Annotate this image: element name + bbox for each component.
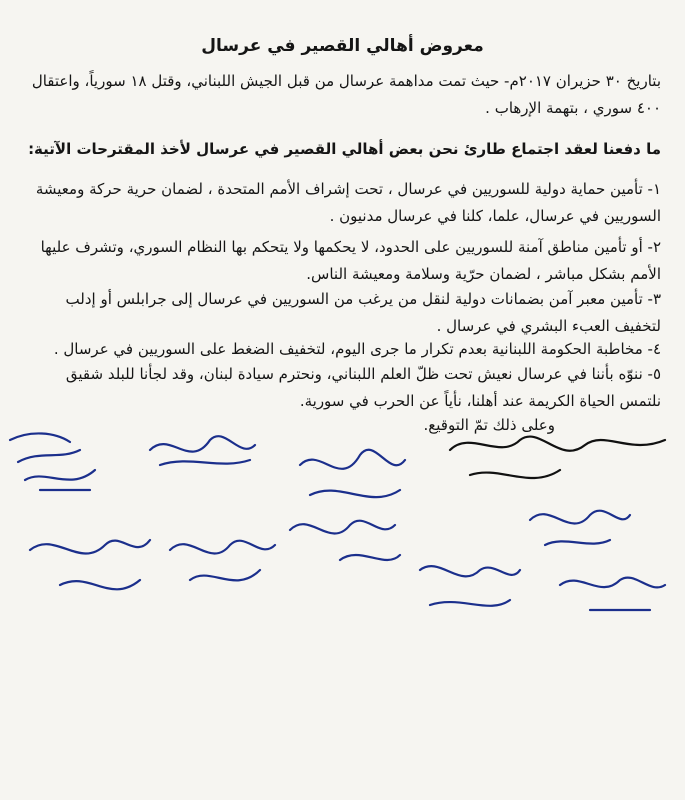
signature-8 <box>170 541 275 581</box>
document-title: معروض أهالي القصير في عرسال <box>201 36 484 56</box>
prompt-paragraph: ما دفعنا لعقد اجتماع طارئ نحن بعض أهالي القصير في عرسال لأخذ المقترحات الآتية: <box>28 140 661 158</box>
signature-10 <box>560 578 665 610</box>
signature-9 <box>420 566 520 606</box>
closing-line: وعلى ذلك تمّ التوقيع. <box>423 416 555 434</box>
signatures-graphic <box>0 420 685 800</box>
list-item: ٢- أو تأمين مناطق آمنة للسوريين على الحدود، لا يحكمها ولا يتحكم بها النظام السوري، وتشرف عليها الأمم بشكل مباشر ، لضمان حرّية وسلامة ومعيشة الناس. <box>40 238 661 283</box>
signature-2 <box>150 436 255 465</box>
signature-5 <box>530 511 630 545</box>
list-item: ٤- مخاطبة الحكومة اللبنانية بعدم تكرار ما جرى اليوم، لتخفيف الضغط على السوريين في عرسال . <box>53 340 661 358</box>
list-item: ١- تأمين حماية دولية للسوريين في عرسال ، تحت إشراف الأمم المتحدة ، لضمان حرية حركة ومعيشة السوريين في عرسال، علما، كلنا في عرسال مدنيون . <box>35 180 661 225</box>
list-item: ٥- ننوّه بأننا في عرسال نعيش تحت ظلّ العلم اللبناني، ونحترم سيادة لبنان، وقد لجأنا للبلد شقيق نلتمس الحياة الكريمة عند أهلنا، نأياً عن الحرب في سورية. <box>65 365 661 410</box>
signature-3 <box>300 450 405 497</box>
signature-1 <box>10 433 95 490</box>
intro-paragraph: بتاريخ ٣٠ حزيران ٢٠١٧م- حيث تمت مداهمة عرسال من قبل الجيش اللبناني، وقتل ١٨ سورياً، واعتقال ٤٠٠ سوري ، بتهمة الإرهاب . <box>31 72 661 117</box>
signature-7 <box>30 540 150 589</box>
signature-6 <box>290 521 400 560</box>
signature-4 <box>450 437 665 478</box>
list-item: ٣- تأمين معبر آمن بضمانات دولية لنقل من يرغب من السوريين في عرسال إلى جرابلس أو إدلب لتخفيف العبء البشري في عرسال . <box>65 290 661 335</box>
signatures-area <box>0 420 685 800</box>
